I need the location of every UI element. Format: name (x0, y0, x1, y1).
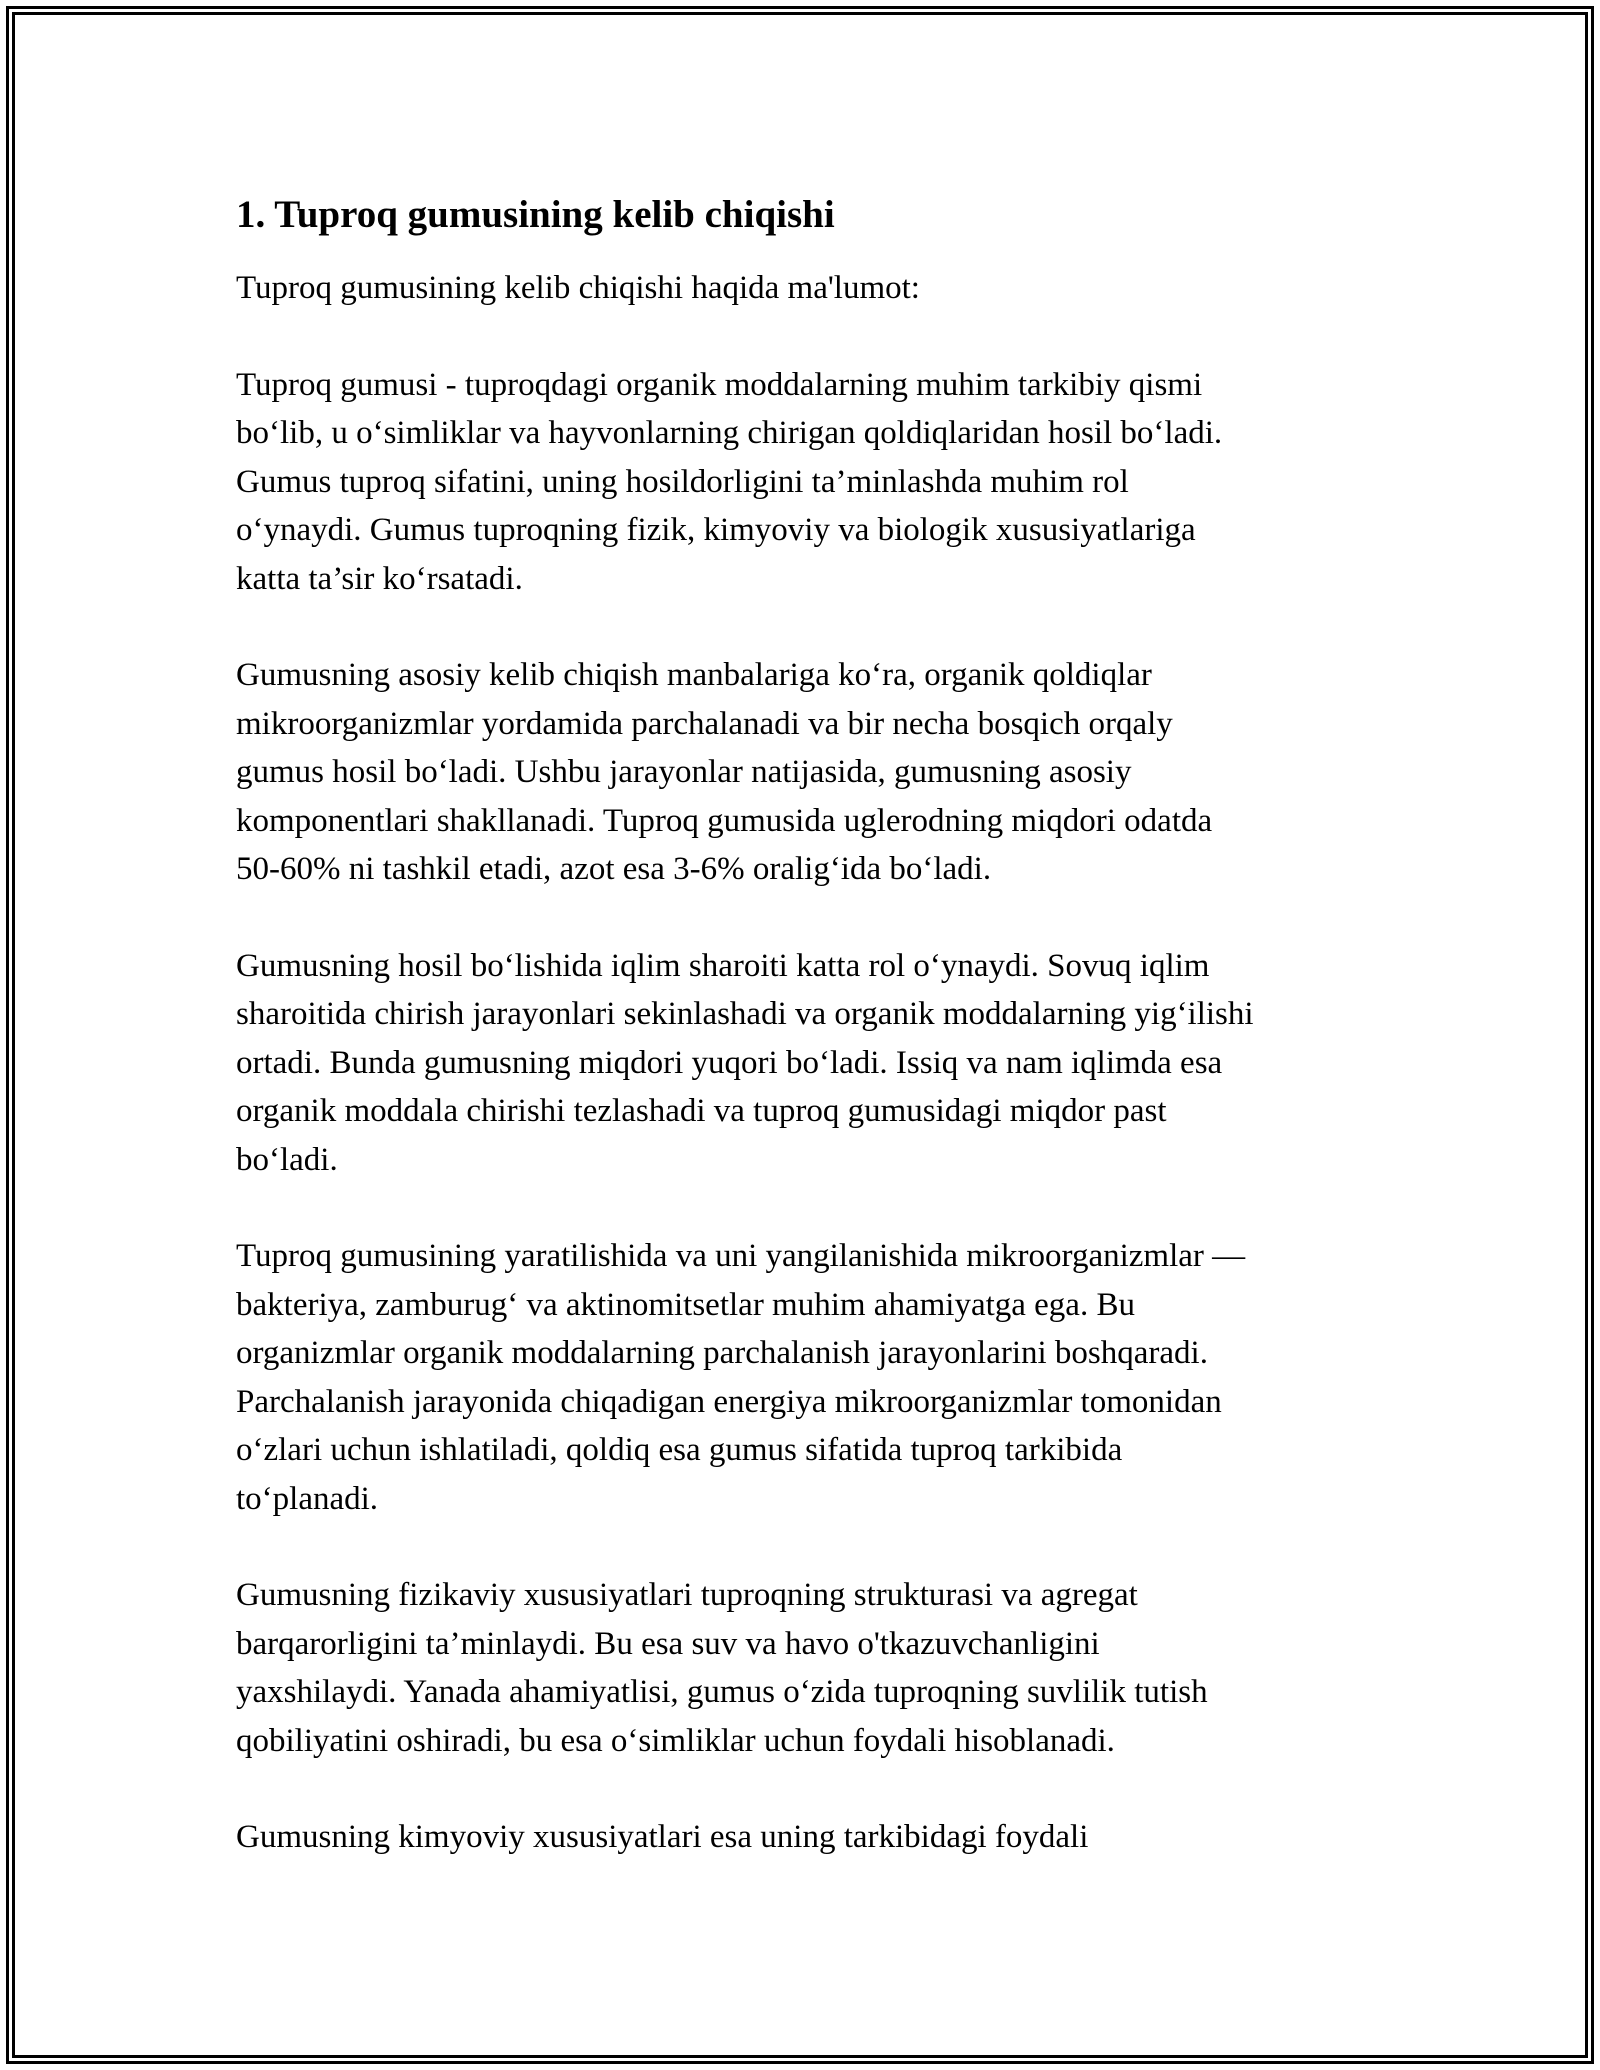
paragraph-physical-properties: Gumusning fizikaviy xususiyatlari tuproqning strukturasi va agregat barqarorligini ta’minlaydi. Bu esa suv va havo o'tkazuvchanligini yaxshilaydi. Yanada ahamiyatlisi, gumus o‘zida tuproqning suvlilik tutish qobiliyatini oshiradi, bu esa o‘simliklar uchun foydali hisoblanadi. (236, 1577, 1208, 1759)
paragraph-microorganisms: Tuproq gumusining yaratilishida va uni yangilanishida mikroorganizmlar — bakteriya, zamburug‘ va aktinomitsetlar muhim ahamiyatga ega. Bu organizmlar organik moddalarning parchalanish jarayonlarini boshqaradi. Parchalanish jarayonida chiqadigan energiya mikroorganizmlar tomonidan o‘zlari uchun ishlatiladi, qoldiq esa gumus sifatida tuproq tarkibida to‘planadi. (236, 1238, 1246, 1517)
paragraph-intro: Tuproq gumusining kelib chiqishi haqida ma'lumot: (236, 270, 920, 306)
paragraph-definition: Tuproq gumusi - tuproqdagi organik moddalarning muhim tarkibiy qismi bo‘lib, u o‘simliklar va hayvonlarning chirigan qoldiqlaridan hosil bo‘ladi. Gumus tuproq sifatini, uning hosildorligini ta’minlashda muhim rol o‘ynaydi. Gumus tuproqning fizik, kimyoviy va biologik xususiyatlariga katta ta’sir ko‘rsatadi. (236, 366, 1223, 597)
section-heading: 1. Tuproq gumusining kelib chiqishi (236, 193, 835, 236)
paragraph-climate: Gumusning hosil bo‘lishida iqlim sharoiti katta rol o‘ynaydi. Sovuq iqlim sharoitida chirish jarayonlari sekinlashadi va organik moddalarning yig‘ilishi ortadi. Bunda gumusning miqdori yuqori bo‘ladi. Issiq va nam iqlimda esa organik moddala chirishi tezlashadi va tuproq gumusidagi miqdor past bo‘ladi. (236, 947, 1254, 1178)
paragraph-chemical-properties: Gumusning kimyoviy xususiyatlari esa uning tarkibidagi foydali (236, 1819, 1089, 1855)
paragraph-origin-sources: Gumusning asosiy kelib chiqish manbalariga ko‘ra, organik qoldiqlar mikroorganizmlar yordamida parchalanadi va bir necha bosqich orqaly gumus hosil bo‘ladi. Ushbu jarayonlar natijasida, gumusning asosiy komponentlari shakllanadi. Tuproq gumusida uglerodning miqdori odatda 50-60% ni tashkil etadi, azot esa 3-6% oralig‘ida bo‘ladi. (236, 657, 1213, 887)
document-body (236, 188, 1376, 1910)
